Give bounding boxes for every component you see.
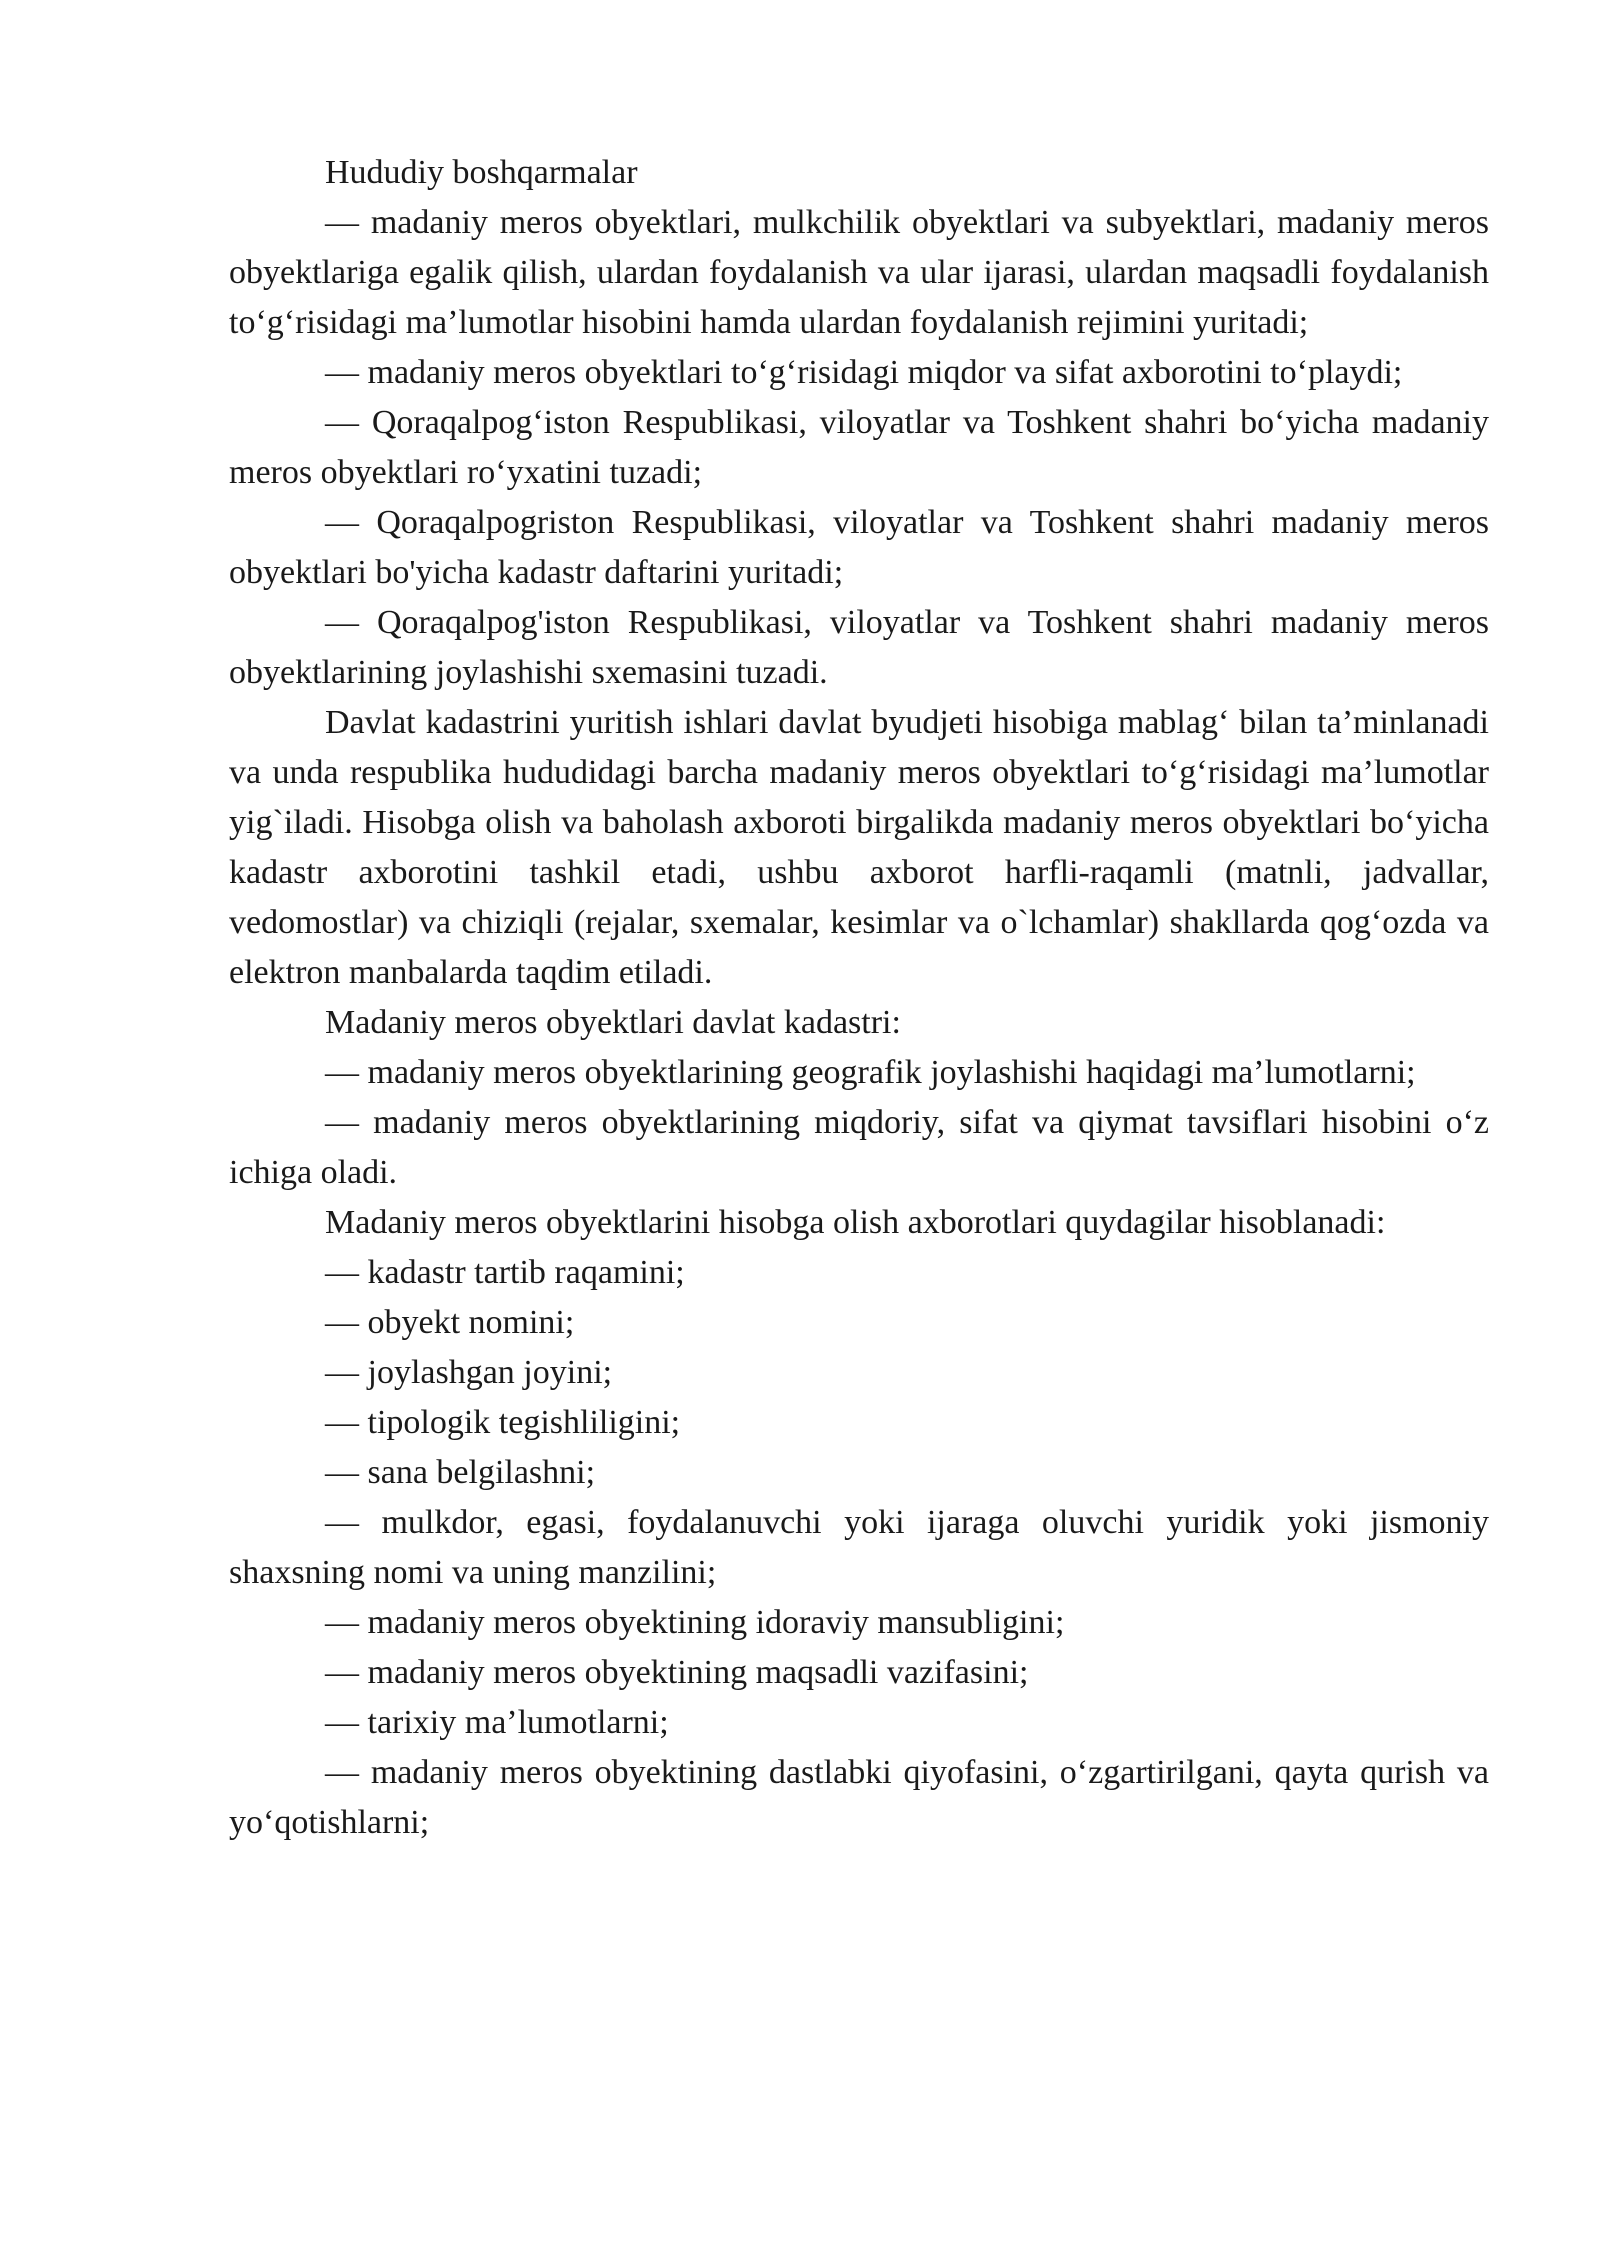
list-item: — Qoraqalpog'iston Respublikasi, viloyatlar va Toshkent shahri madaniy meros obyektlarining joylashishi sxemasini tuzadi. [229,604,1489,691]
list-item: — madaniy meros obyektlari to‘g‘risidagi miqdor va sifat axborotini to‘playdi; [325,354,1403,391]
list-item: — madaniy meros obyektining dastlabki qiyofasini, o‘zgartirilgani, qayta qurish va yo‘qotishlarni; [229,1754,1489,1841]
list-item: — madaniy meros obyektlari, mulkchilik obyektlari va subyektlari, madaniy meros obyektlariga egalik qilish, ulardan foydalanish va ular ijarasi, ulardan maqsadli foydalanish to‘g‘risidagi ma’lumotlar hisobini hamda ulardan foydalanish rejimini yuritadi; [229,204,1489,341]
list-item: — joylashgan joyini; [325,1354,613,1391]
section-heading: Hududiy boshqarmalar [325,154,638,191]
list-item: — mulkdor, egasi, foydalanuvchi yoki ijaraga oluvchi yuridik yoki jismoniy shaxsning nomi va uning manzilini; [229,1504,1489,1591]
list-item: — Qoraqalpogriston Respublikasi, viloyatlar va Toshkent shahri madaniy meros obyektlari bo'yicha kadastr daftarini yuritadi; [229,504,1489,591]
body-paragraph: Madaniy meros obyektlari davlat kadastri: [325,1004,901,1041]
list-item: — madaniy meros obyektining maqsadli vazifasini; [325,1654,1029,1691]
list-item: — tarixiy ma’lumotlarni; [325,1704,669,1741]
list-item: — kadastr tartib raqamini; [325,1254,685,1291]
list-item: — tipologik tegishliligini; [325,1404,681,1441]
list-item: — obyekt nomini; [325,1304,575,1341]
list-item: — madaniy meros obyektlarining miqdoriy, sifat va qiymat tavsiflari hisobini o‘z ichiga oladi. [229,1104,1489,1191]
list-item: — madaniy meros obyektining idoraviy mansubligini; [325,1604,1065,1641]
body-paragraph: Madaniy meros obyektlarini hisobga olish axborotlari quydagilar hisoblanadi: [325,1204,1386,1241]
list-item: — madaniy meros obyektlarining geografik joylashishi haqidagi ma’lumotlarni; [325,1054,1416,1091]
document-body [229,148,1489,1848]
list-item: — Qoraqalpog‘iston Respublikasi, viloyatlar va Toshkent shahri bo‘yicha madaniy meros obyektlari ro‘yxatini tuzadi; [229,404,1489,491]
body-paragraph: Davlat kadastrini yuritish ishlari davlat byudjeti hisobiga mablag‘ bilan ta’minlanadi va unda respublika hududidagi barcha madaniy meros obyektlari to‘g‘risidagi ma’lumotlar yig`iladi. Hisobga olish va baholash axboroti birgalikda madaniy meros obyektlari bo‘yicha kadastr axborotini tashkil etadi, ushbu axborot harfli-raqamli (matnli, jadvallar, vedomostlar) va chiziqli (rejalar, sxemalar, kesimlar va o`lchamlar) shakllarda qog‘ozda va elektron manbalarda taqdim etiladi. [229,704,1489,991]
list-item: — sana belgilashni; [325,1454,596,1491]
